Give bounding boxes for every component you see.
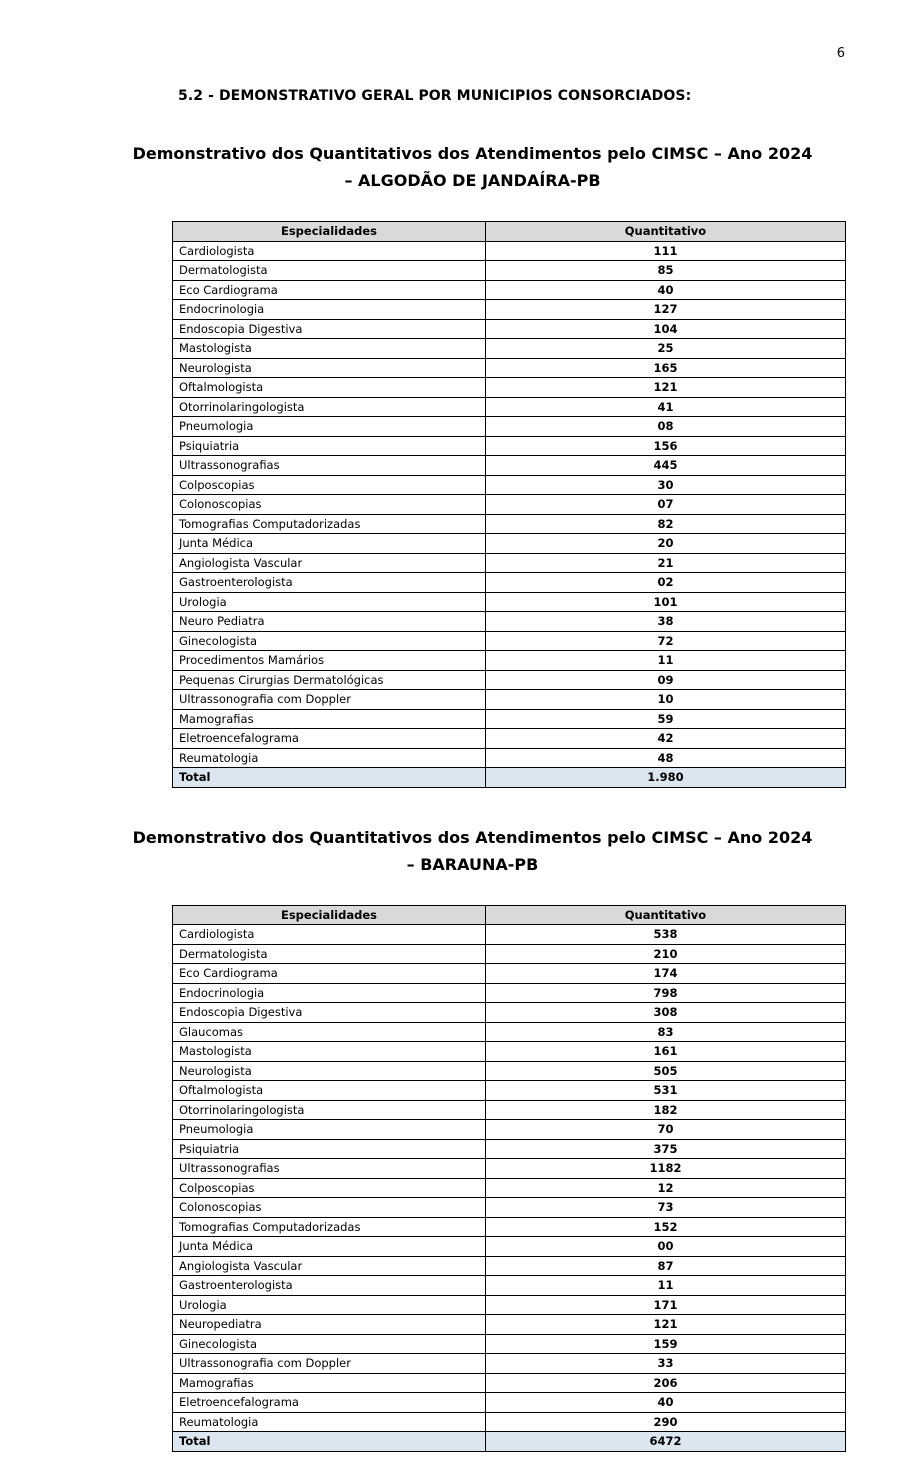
quantitativo-cell: 30 bbox=[486, 475, 846, 495]
quantitativo-cell: 72 bbox=[486, 631, 846, 651]
table-row bbox=[173, 1237, 846, 1257]
quantitativo-cell: 08 bbox=[486, 417, 846, 437]
quantitativo-cell: 33 bbox=[486, 1354, 846, 1374]
especialidade-cell: Colonoscopias bbox=[173, 1198, 486, 1218]
quantitativo-cell: 07 bbox=[486, 495, 846, 515]
especialidade-cell: Psiquiatria bbox=[173, 1139, 486, 1159]
especialidade-cell: Urologia bbox=[173, 592, 486, 612]
table-row bbox=[173, 1256, 846, 1276]
especialidade-cell: Mamografias bbox=[173, 709, 486, 729]
quantitativo-cell: 152 bbox=[486, 1217, 846, 1237]
table-row bbox=[173, 456, 846, 476]
quantitativo-cell: 308 bbox=[486, 1003, 846, 1023]
table-row bbox=[173, 631, 846, 651]
quantitativo-cell: 798 bbox=[486, 983, 846, 1003]
table-row bbox=[173, 417, 846, 437]
column-header-quantitativo: Quantitativo bbox=[486, 222, 846, 242]
especialidade-cell: Colonoscopias bbox=[173, 495, 486, 515]
quantitativo-cell: 40 bbox=[486, 280, 846, 300]
table-row bbox=[173, 358, 846, 378]
table-row bbox=[173, 1373, 846, 1393]
table-row bbox=[173, 1081, 846, 1101]
table-row bbox=[173, 592, 846, 612]
table-row bbox=[173, 573, 846, 593]
table-row bbox=[173, 1276, 846, 1296]
table-row bbox=[173, 1178, 846, 1198]
table-row bbox=[173, 300, 846, 320]
especialidade-cell: Cardiologista bbox=[173, 241, 486, 261]
especialidade-cell: Mastologista bbox=[173, 339, 486, 359]
atendimentos-table bbox=[172, 221, 846, 788]
especialidade-cell: Pneumologia bbox=[173, 417, 486, 437]
table-row bbox=[173, 495, 846, 515]
table-row bbox=[173, 1217, 846, 1237]
section-title: 5.2 - DEMONSTRATIVO GERAL POR MUNICIPIOS CONSORCIADOS: bbox=[178, 88, 692, 104]
table-row bbox=[173, 1022, 846, 1042]
quantitativo-cell: 70 bbox=[486, 1120, 846, 1140]
quantitativo-cell: 375 bbox=[486, 1139, 846, 1159]
table-row bbox=[173, 397, 846, 417]
table-row bbox=[173, 709, 846, 729]
especialidade-cell: Angiologista Vascular bbox=[173, 553, 486, 573]
column-header-quantitativo: Quantitativo bbox=[486, 905, 846, 925]
especialidade-cell: Tomografias Computadorizadas bbox=[173, 514, 486, 534]
especialidade-cell: Ultrassonografias bbox=[173, 1159, 486, 1179]
quantitativo-cell: 165 bbox=[486, 358, 846, 378]
table-row bbox=[173, 534, 846, 554]
especialidade-cell: Reumatologia bbox=[173, 1412, 486, 1432]
table-section-barauna bbox=[100, 824, 845, 1452]
table-row bbox=[173, 1315, 846, 1335]
table-row bbox=[173, 1100, 846, 1120]
especialidade-cell: Neurologista bbox=[173, 358, 486, 378]
table-row bbox=[173, 261, 846, 281]
table-row bbox=[173, 553, 846, 573]
quantitativo-cell: 38 bbox=[486, 612, 846, 632]
quantitativo-cell: 161 bbox=[486, 1042, 846, 1062]
quantitativo-cell: 121 bbox=[486, 378, 846, 398]
quantitativo-cell: 59 bbox=[486, 709, 846, 729]
especialidade-cell: Dermatologista bbox=[173, 261, 486, 281]
especialidade-cell: Neuro Pediatra bbox=[173, 612, 486, 632]
especialidade-cell: Junta Médica bbox=[173, 1237, 486, 1257]
quantitativo-cell: 11 bbox=[486, 1276, 846, 1296]
especialidade-cell: Endocrinologia bbox=[173, 983, 486, 1003]
table-row bbox=[173, 1393, 846, 1413]
quantitativo-cell: 121 bbox=[486, 1315, 846, 1335]
table-row bbox=[173, 670, 846, 690]
table-header-row bbox=[173, 905, 846, 925]
quantitativo-cell: 02 bbox=[486, 573, 846, 593]
especialidade-cell: Urologia bbox=[173, 1295, 486, 1315]
especialidade-cell: Procedimentos Mamários bbox=[173, 651, 486, 671]
quantitativo-cell: 11 bbox=[486, 651, 846, 671]
table-row bbox=[173, 925, 846, 945]
total-value-cell: 6472 bbox=[486, 1432, 846, 1452]
quantitativo-cell: 1182 bbox=[486, 1159, 846, 1179]
quantitativo-cell: 20 bbox=[486, 534, 846, 554]
table-row bbox=[173, 1198, 846, 1218]
table-row bbox=[173, 1061, 846, 1081]
table-row bbox=[173, 514, 846, 534]
especialidade-cell: Pequenas Cirurgias Dermatológicas bbox=[173, 670, 486, 690]
especialidade-cell: Ultrassonografias bbox=[173, 456, 486, 476]
total-label-cell: Total bbox=[173, 1432, 486, 1452]
total-value-cell: 1.980 bbox=[486, 768, 846, 788]
especialidade-cell: Ginecologista bbox=[173, 631, 486, 651]
especialidade-cell: Eco Cardiograma bbox=[173, 964, 486, 984]
quantitativo-cell: 25 bbox=[486, 339, 846, 359]
atendimentos-table bbox=[172, 905, 846, 1452]
table-row bbox=[173, 378, 846, 398]
table-row bbox=[173, 1120, 846, 1140]
especialidade-cell: Endocrinologia bbox=[173, 300, 486, 320]
column-header-especialidades: Especialidades bbox=[173, 905, 486, 925]
table-row bbox=[173, 1159, 846, 1179]
table-row bbox=[173, 241, 846, 261]
table-title bbox=[100, 140, 845, 194]
especialidade-cell: Oftalmologista bbox=[173, 378, 486, 398]
especialidade-cell: Oftalmologista bbox=[173, 1081, 486, 1101]
quantitativo-cell: 12 bbox=[486, 1178, 846, 1198]
quantitativo-cell: 538 bbox=[486, 925, 846, 945]
quantitativo-cell: 00 bbox=[486, 1237, 846, 1257]
especialidade-cell: Neuropediatra bbox=[173, 1315, 486, 1335]
especialidade-cell: Ginecologista bbox=[173, 1334, 486, 1354]
quantitativo-cell: 174 bbox=[486, 964, 846, 984]
table-row bbox=[173, 1354, 846, 1374]
especialidade-cell: Ultrassonografia com Doppler bbox=[173, 690, 486, 710]
especialidade-cell: Psiquiatria bbox=[173, 436, 486, 456]
table-row bbox=[173, 944, 846, 964]
especialidade-cell: Angiologista Vascular bbox=[173, 1256, 486, 1276]
table-row bbox=[173, 651, 846, 671]
quantitativo-cell: 156 bbox=[486, 436, 846, 456]
especialidade-cell: Otorrinolaringologista bbox=[173, 397, 486, 417]
quantitativo-cell: 210 bbox=[486, 944, 846, 964]
especialidade-cell: Colposcopias bbox=[173, 475, 486, 495]
table-row bbox=[173, 1003, 846, 1023]
especialidade-cell: Colposcopias bbox=[173, 1178, 486, 1198]
table-title-line2: – BARAUNA-PB bbox=[406, 854, 539, 874]
table-row bbox=[173, 1334, 846, 1354]
quantitativo-cell: 111 bbox=[486, 241, 846, 261]
table-row bbox=[173, 1295, 846, 1315]
quantitativo-cell: 09 bbox=[486, 670, 846, 690]
table-row bbox=[173, 612, 846, 632]
especialidade-cell: Gastroenterologista bbox=[173, 573, 486, 593]
especialidade-cell: Pneumologia bbox=[173, 1120, 486, 1140]
quantitativo-cell: 101 bbox=[486, 592, 846, 612]
table-title-line1: Demonstrativo dos Quantitativos dos Atendimentos pelo CIMSC – Ano 2024 bbox=[132, 827, 813, 847]
especialidade-cell: Mamografias bbox=[173, 1373, 486, 1393]
table-row bbox=[173, 436, 846, 456]
total-label-cell: Total bbox=[173, 768, 486, 788]
quantitativo-cell: 127 bbox=[486, 300, 846, 320]
table-row bbox=[173, 1139, 846, 1159]
quantitativo-cell: 87 bbox=[486, 1256, 846, 1276]
table-row bbox=[173, 748, 846, 768]
quantitativo-cell: 73 bbox=[486, 1198, 846, 1218]
page-number: 6 bbox=[836, 46, 845, 61]
quantitativo-cell: 182 bbox=[486, 1100, 846, 1120]
especialidade-cell: Mastologista bbox=[173, 1042, 486, 1062]
table-row bbox=[173, 690, 846, 710]
quantitativo-cell: 83 bbox=[486, 1022, 846, 1042]
especialidade-cell: Otorrinolaringologista bbox=[173, 1100, 486, 1120]
table-row bbox=[173, 475, 846, 495]
especialidade-cell: Dermatologista bbox=[173, 944, 486, 964]
quantitativo-cell: 505 bbox=[486, 1061, 846, 1081]
quantitativo-cell: 206 bbox=[486, 1373, 846, 1393]
total-row bbox=[173, 768, 846, 788]
table-row bbox=[173, 964, 846, 984]
table-title bbox=[100, 824, 845, 878]
quantitativo-cell: 48 bbox=[486, 748, 846, 768]
quantitativo-cell: 159 bbox=[486, 1334, 846, 1354]
table-row bbox=[173, 319, 846, 339]
quantitativo-cell: 171 bbox=[486, 1295, 846, 1315]
total-row bbox=[173, 1432, 846, 1452]
quantitativo-cell: 40 bbox=[486, 1393, 846, 1413]
especialidade-cell: Reumatologia bbox=[173, 748, 486, 768]
quantitativo-cell: 445 bbox=[486, 456, 846, 476]
quantitativo-cell: 41 bbox=[486, 397, 846, 417]
especialidade-cell: Gastroenterologista bbox=[173, 1276, 486, 1296]
quantitativo-cell: 82 bbox=[486, 514, 846, 534]
especialidade-cell: Junta Médica bbox=[173, 534, 486, 554]
especialidade-cell: Eletroencefalograma bbox=[173, 729, 486, 749]
especialidade-cell: Ultrassonografia com Doppler bbox=[173, 1354, 486, 1374]
table-header-row bbox=[173, 222, 846, 242]
quantitativo-cell: 290 bbox=[486, 1412, 846, 1432]
quantitativo-cell: 10 bbox=[486, 690, 846, 710]
especialidade-cell: Endoscopia Digestiva bbox=[173, 1003, 486, 1023]
quantitativo-cell: 85 bbox=[486, 261, 846, 281]
table-title-line2: – ALGODÃO DE JANDAÍRA-PB bbox=[344, 171, 601, 190]
column-header-especialidades: Especialidades bbox=[173, 222, 486, 242]
especialidade-cell: Tomografias Computadorizadas bbox=[173, 1217, 486, 1237]
table-row bbox=[173, 280, 846, 300]
quantitativo-cell: 42 bbox=[486, 729, 846, 749]
table-row bbox=[173, 1042, 846, 1062]
quantitativo-cell: 21 bbox=[486, 553, 846, 573]
quantitativo-cell: 531 bbox=[486, 1081, 846, 1101]
quantitativo-cell: 104 bbox=[486, 319, 846, 339]
table-title-line1: Demonstrativo dos Quantitativos dos Atendimentos pelo CIMSC – Ano 2024 bbox=[132, 144, 813, 163]
especialidade-cell: Eletroencefalograma bbox=[173, 1393, 486, 1413]
table-row bbox=[173, 729, 846, 749]
especialidade-cell: Eco Cardiograma bbox=[173, 280, 486, 300]
table-row bbox=[173, 339, 846, 359]
table-row bbox=[173, 1412, 846, 1432]
especialidade-cell: Cardiologista bbox=[173, 925, 486, 945]
table-section-algodao-de-jandaira bbox=[100, 140, 845, 788]
table-row bbox=[173, 983, 846, 1003]
especialidade-cell: Neurologista bbox=[173, 1061, 486, 1081]
especialidade-cell: Glaucomas bbox=[173, 1022, 486, 1042]
especialidade-cell: Endoscopia Digestiva bbox=[173, 319, 486, 339]
